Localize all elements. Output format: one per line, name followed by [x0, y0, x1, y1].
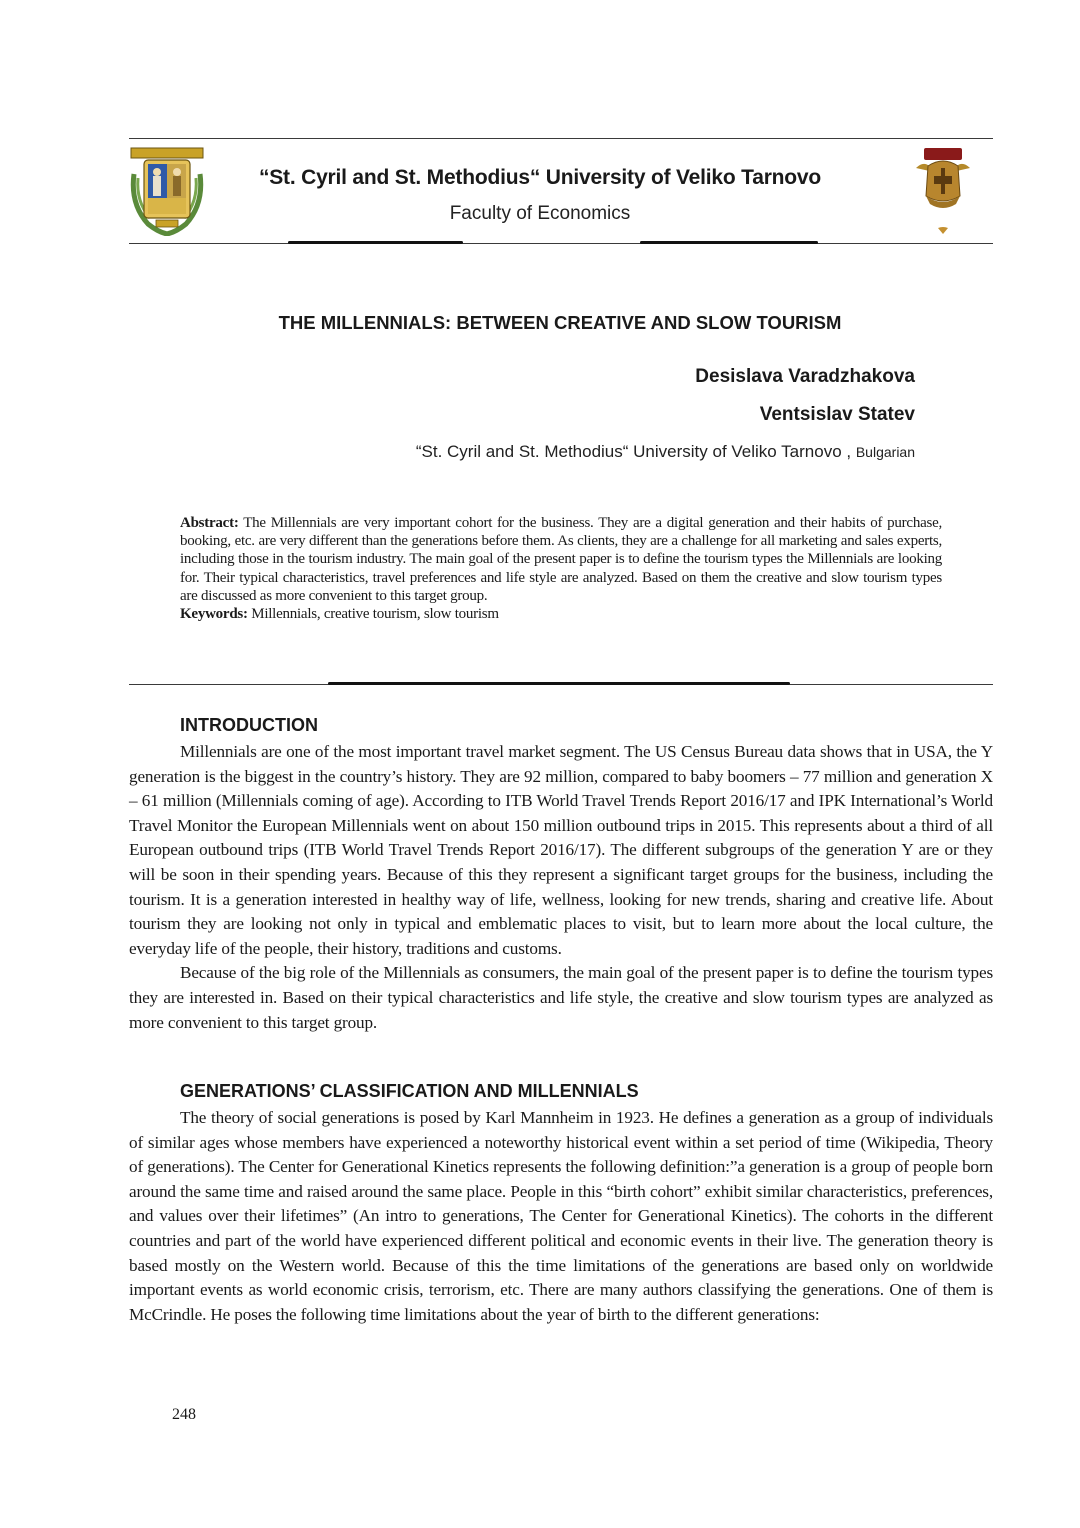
affiliation	[416, 442, 915, 462]
paragraph: The theory of social generations is posed by Karl Mannheim in 1923. He defines a generation as a group of individuals of similar ages whose members have experienced a noteworthy historical event within a set period of time (Wikipedia, Theory of generations). The Center for Generational Kinetics represents the following definition:”a generation is a group of people born around the same time and raised around the same place. People in this “birth cohort” exhibit similar characteristics, preferences, and values over their lifetimes” (An intro to generations, The Center for Generational Kinetics). The cohorts in the different countries and part of the world have experienced different political and economic events in their live. The generation theory is based mostly on the Western world. Because of this the time limitations of the generations are based only on worldwide important events as world economic crisis, terrorism, etc. There are many authors classifying the generations. One of them is McCrindle. He poses the following time limitations about the year of birth to the different generations:	[129, 1108, 993, 1324]
faculty-name: Faculty of Economics	[449, 203, 631, 224]
author-1: Desislava Varadzhakova	[695, 366, 915, 387]
paragraph: Millennials are one of the most important travel market segment. The US Census Bureau data shows that in USA, the Y generation is the biggest in the country’s history. They are 92 million, compared to baby boomers – 77 million and generation X – 61 million (Millennials coming of age). According to ITB World Travel Trends Report 2016/17 and IPK International’s World Travel Monitor the European Millennials went on about 150 million outbound trips in 2015. This represents about a third of all European outbound trips (ITB World Travel Trends Report 2016/17). The different subgroups of the generation Y are or they will be soon in their spending years. Because of this they represent a significant target groups for the business, including the tourism. It is a generation interested in healthy way of life, wellness, looking for new trends, sharing and creative life. About tourism they are looking not only in typical and emblematic places to visit, but to learn more about the local culture, the everyday life of the people, their history, traditions and customs.	[129, 742, 993, 958]
section-heading-generations: GENERATIONS’ CLASSIFICATION AND MILLENNIALS	[180, 1081, 639, 1101]
paper-title: THE MILLENNIALS: BETWEEN CREATIVE AND SLOW TOURISM	[278, 312, 842, 333]
section-body-introduction	[129, 740, 993, 1035]
header-accent-bar-right	[640, 241, 818, 244]
affiliation-name: “St. Cyril and St. Methodius“ University of Veliko Tarnovo ,	[415, 442, 852, 461]
keywords-label: Keywords:	[180, 606, 248, 623]
abstract-text: The Millennials are very important cohort for the business. They are a digital generation and their habits of purchase, booking, etc. are very different than the generations before them. As clients, they are a challenge for all marketing and sales experts, including those in the tourism industry. The main goal of the present paper is to define the tourism types the Millennials are looking for. Their typical characteristics, travel preferences and life style are analyzed. Based on them the creative and slow tourism types are discussed as more convenient to this target group.	[180, 515, 942, 604]
abstract-block	[180, 514, 942, 623]
keywords-line	[180, 605, 942, 623]
abstract-paragraph	[180, 514, 942, 605]
paragraph: Because of the big role of the Millennials as consumers, the main goal of the present paper is to define the tourism types they are interested in. Based on their typical characteristics and life style, the creative and slow tourism types are analyzed as more convenient to this target group.	[129, 963, 993, 1032]
section-heading-introduction: INTRODUCTION	[180, 715, 318, 735]
affiliation-country: Bulgarian	[855, 444, 915, 460]
abstract-label: Abstract:	[180, 515, 239, 531]
header-bottom-rule	[129, 243, 993, 244]
page-number: 248	[172, 1406, 196, 1423]
keywords-text: Millennials, creative tourism, slow tourism	[251, 606, 499, 623]
header-accent-bar-left	[288, 241, 463, 244]
abstract-accent-bar	[328, 682, 790, 685]
header-top-rule	[129, 138, 993, 139]
section-body-generations	[129, 1106, 993, 1327]
author-2: Ventsislav Statev	[759, 404, 915, 425]
university-name: “St. Cyril and St. Methodius“ University of Veliko Tarnovo	[258, 166, 822, 189]
